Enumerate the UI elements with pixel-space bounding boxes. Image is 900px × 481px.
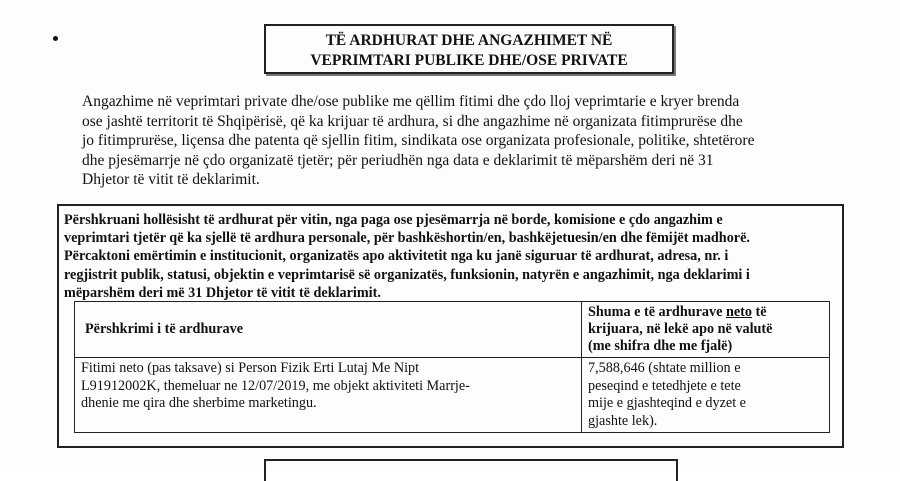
income-table — [74, 301, 830, 433]
income-amount-line: peseqind e tetedhjete e tete — [588, 377, 741, 394]
table-header-row — [75, 302, 830, 358]
intro-paragraph — [82, 92, 822, 190]
intro-line: dhe pjesëmarrje në çdo organizatë tjetër; për periudhën nga data e deklarimit të mëparshëm deri në 31 — [82, 151, 714, 169]
instructions-paragraph — [64, 211, 836, 302]
header-amount-pre: Shuma e të ardhurave — [588, 304, 726, 320]
header-description: Përshkrimi i të ardhurave — [75, 302, 582, 358]
section-title-box — [264, 24, 674, 74]
income-amount-line: mije e gjashteqind e dyzet e — [588, 395, 746, 411]
income-amount-line: 7,588,646 (shtate million e — [588, 360, 741, 376]
table-row — [75, 358, 830, 433]
intro-line: ose jashtë territorit të Shqipërisë, që ka krijuar të ardhura, si dhe angazhime në organizata fitimprurëse dhe — [82, 112, 743, 130]
income-amount-cell — [582, 358, 830, 433]
income-description-cell — [75, 358, 582, 433]
header-amount-neto: neto — [725, 304, 752, 320]
instructions-line: veprimtari tjetër që ka sjellë të ardhura personale, për bashkëshortin/en, bashkëjetuesin/en dhe fëmijët madhorë. — [64, 230, 750, 247]
instructions-line: mëparshëm deri më 31 Dhjetor të vitit të deklarimit. — [64, 284, 381, 301]
header-amount-line-1 — [588, 304, 823, 321]
next-section-box — [264, 459, 678, 481]
intro-line: Angazhime në veprimtari private dhe/ose publike me qëllim fitimi dhe çdo lloj veprimtarie e kryer brenda — [82, 93, 740, 110]
instructions-line: Përcaktoni emërtimin e institucionit, organizatës apo aktivitetit nga ku janë siguruar të ardhurat, adresa, nr. i — [64, 248, 729, 265]
section-title-line-1: TË ARDHURAT DHE ANGAZHIMET NË — [325, 32, 613, 49]
income-description-line: dhenie me qira dhe sherbime marketingu. — [81, 395, 317, 411]
header-amount-post: të — [751, 304, 767, 320]
intro-line: Dhjetor të vitit të deklarimit. — [82, 171, 260, 188]
intro-line: jo fitimprurëse, liçensa dhe patenta që sjellin fitim, sindikata ose organizata profesionale, politike, shtetërore — [82, 132, 755, 149]
header-amount-line-3: (me shifra dhe me fjalë) — [588, 338, 733, 354]
income-amount-line: gjashte lek). — [588, 412, 658, 429]
instructions-line: regjistrit publik, statusi, objektin e veprimtarisë së organizatës, funksionin, natyrën e angazhimit, nga deklarimi i — [64, 266, 750, 283]
declaration-box — [57, 204, 844, 448]
header-amount — [582, 302, 830, 358]
bullet-mark — [53, 36, 58, 41]
instructions-line: Përshkruani hollësisht të ardhurat për vitin, nga paga ose pjesëmarrja në borde, komisione e çdo angazhim e — [64, 212, 723, 228]
section-title-line-2: VEPRIMTARI PUBLIKE DHE/OSE PRIVATE — [310, 52, 628, 69]
header-amount-line-2: krijuara, në lekë apo në valutë — [588, 321, 773, 337]
income-description-line: L91912002K, themeluar ne 12/07/2019, me objekt aktiviteti Marrje- — [81, 377, 470, 394]
income-description-line: Fitimi neto (pas taksave) si Person Fizik Erti Lutaj Me Nipt — [81, 360, 420, 376]
